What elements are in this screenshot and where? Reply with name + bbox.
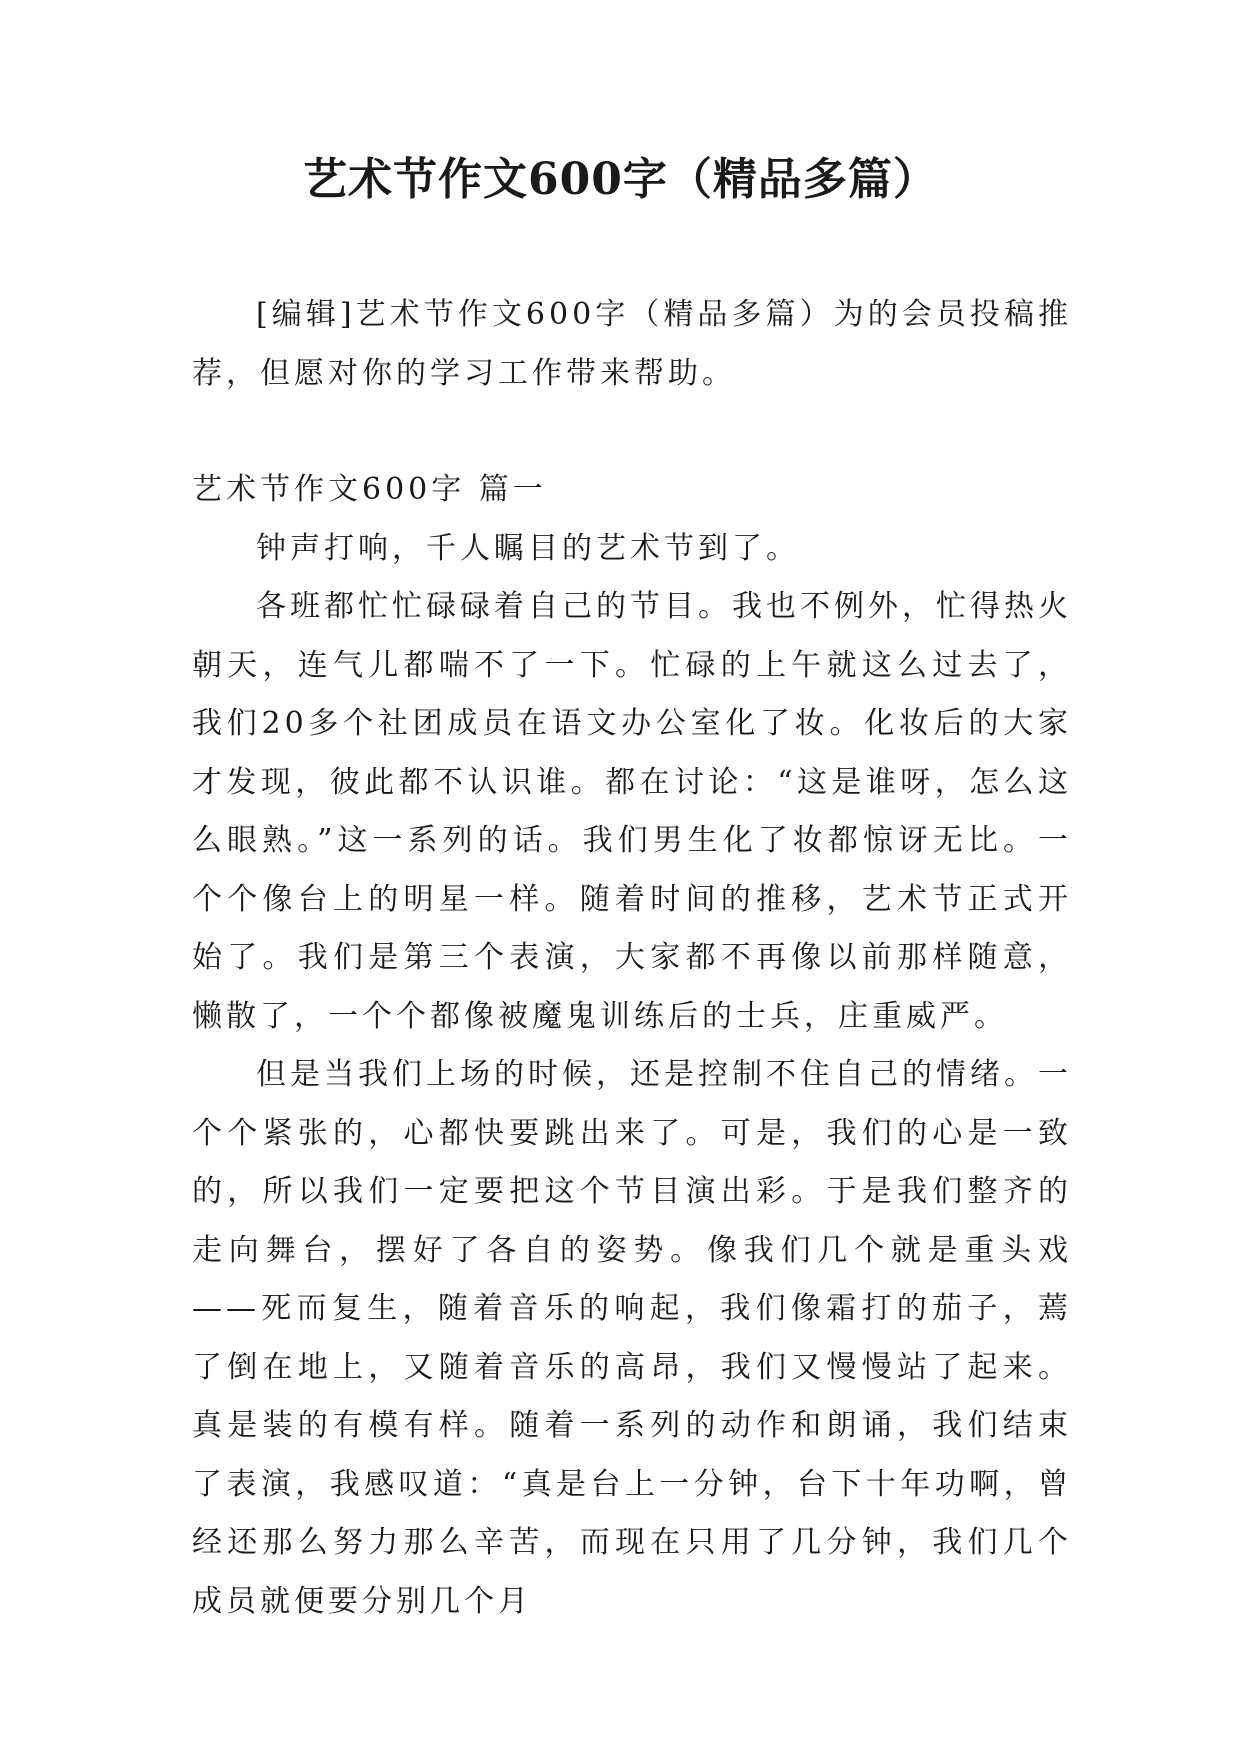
intro-paragraph: [编辑]艺术节作文600字（精品多篇）为的会员投稿推荐，但愿对你的学习工作带来帮助。 xyxy=(192,297,1072,391)
body-paragraph: 钟声打响，千人瞩目的艺术节到了。 xyxy=(256,530,800,566)
document-title: 艺术节作文600字（精品多篇） xyxy=(303,154,938,205)
body-paragraph: 各班都忙忙碌碌着自己的节目。我也不例外，忙得热火朝天，连气儿都喘不了一下。忙碌的上午就这么过去了，我们20多个社团成员在语文办公室化了妆。化妆后的大家才发现，彼此都不认识谁。都在讨论：“这是谁呀，怎么这么眼熟。”这一系列的话。我们男生化了妆都惊讶无比。一个个像台上的明星一样。随着时间的推移，艺术节正式开始了。我们是第三个表演，大家都不再像以前那样随意，懒散了，一个个都像被魔鬼训练后的士兵，庄重威严。 xyxy=(192,589,1072,1034)
section-heading: 艺术节作文600字 篇一 xyxy=(192,472,547,507)
body-paragraph: 但是当我们上场的时候，还是控制不住自己的情绪。一个个紧张的，心都快要跳出来了。可是，我们的心是一致的，所以我们一定要把这个节目演出彩。于是我们整齐的走向舞台，摆好了各自的姿势。像我们几个就是重头戏——死而复生，随着音乐的响起，我们像霜打的茄子，蔫了倒在地上，又随着音乐的高昂，我们又慢慢站了起来。真是装的有模有样。随着一系列的动作和朗诵，我们结束了表演，我感叹道：“真是台上一分钟，台下十年功啊，曾经还那么努力那么辛苦，而现在只用了几分钟，我们几个成员就便要分别几个月 xyxy=(192,1057,1072,1619)
document-body xyxy=(192,286,1072,1631)
